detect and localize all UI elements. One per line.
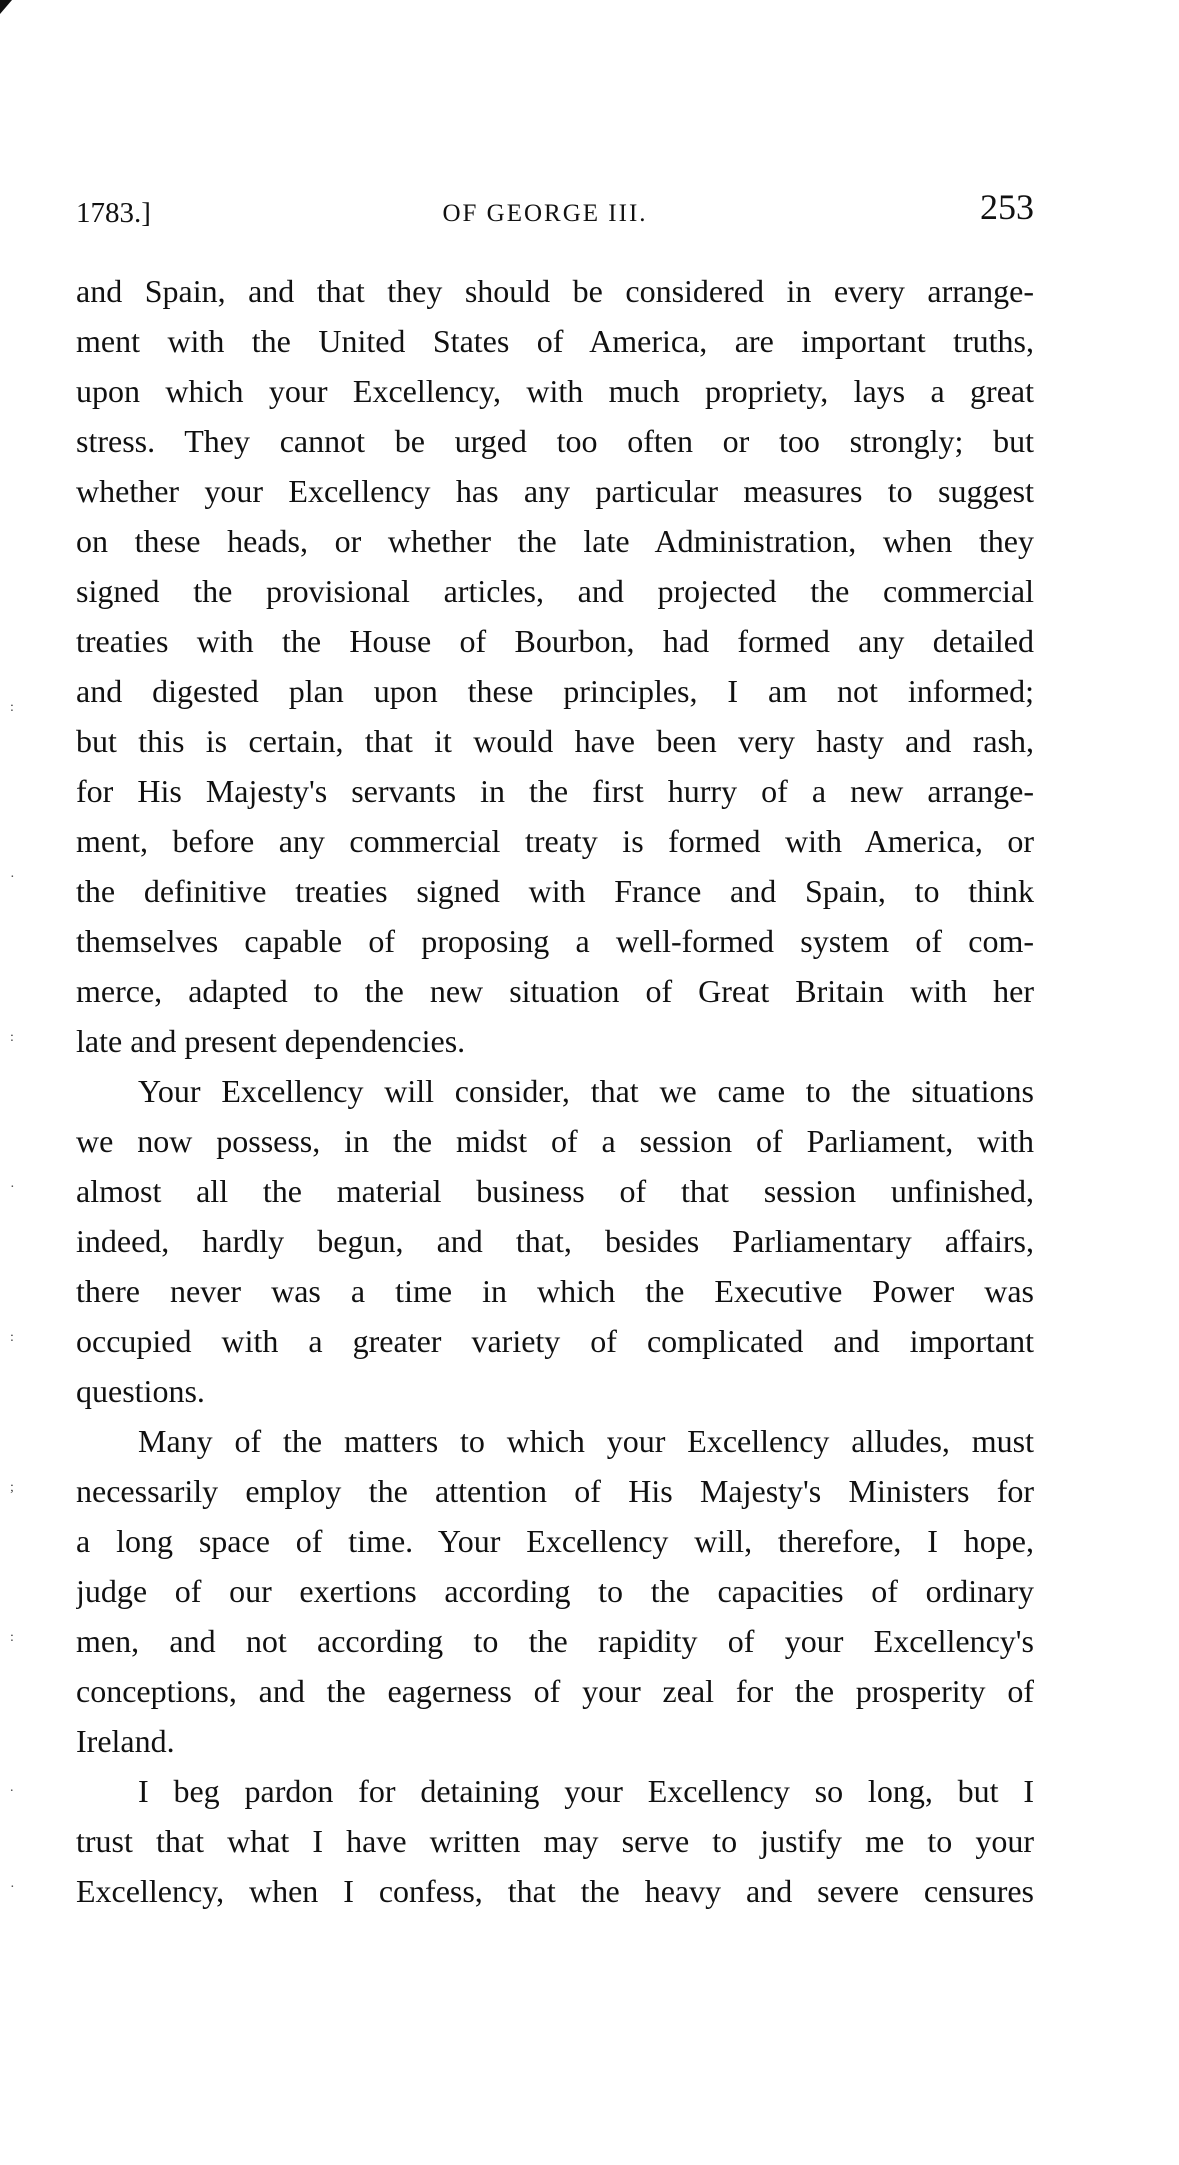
text-line: almost all the material business of that session unfinished, (76, 1173, 1034, 1209)
margin-speck: · (10, 1180, 15, 1195)
text-line: but this is certain, that it would have been very hasty and rash, (76, 723, 1034, 759)
text-line: for His Majesty's servants in the first hurry of a new arrange- (76, 773, 1034, 809)
text-line: ment, before any commercial treaty is formed with America, or (76, 823, 1034, 859)
margin-speck: · (10, 870, 15, 885)
text-line: judge of our exertions according to the capacities of ordinary (76, 1573, 1034, 1609)
text-line: I beg pardon for detaining your Excellency so long, but I (138, 1773, 1034, 1809)
text-line: there never was a time in which the Executive Power was (76, 1273, 1034, 1309)
text-line: whether your Excellency has any particular measures to suggest (76, 473, 1034, 509)
page-corner-mark (0, 0, 12, 14)
text-line: men, and not according to the rapidity of your Excellency's (76, 1623, 1034, 1659)
text-line: and Spain, and that they should be considered in every arrange- (76, 273, 1034, 309)
margin-speck: ; (10, 1480, 14, 1495)
text-line: we now possess, in the midst of a session of Parliament, with (76, 1123, 1034, 1159)
text-line: trust that what I have written may serve to justify me to your (76, 1823, 1034, 1859)
text-line: late and present dependencies. (76, 1023, 466, 1059)
margin-speck: : (10, 1030, 14, 1045)
margin-speck: : (10, 1330, 14, 1345)
text-line: treaties with the House of Bourbon, had formed any detailed (76, 623, 1034, 659)
text-line: Your Excellency will consider, that we came to the situations (138, 1073, 1034, 1109)
text-line: conceptions, and the eagerness of your zeal for the prosperity of (76, 1673, 1034, 1709)
text-line: indeed, hardly begun, and that, besides Parliamentary affairs, (76, 1223, 1034, 1259)
page-number: 253 (980, 187, 1034, 227)
text-line: Many of the matters to which your Excellency alludes, must (138, 1423, 1034, 1459)
header-year: 1783.] (76, 197, 151, 229)
text-line: ment with the United States of America, are important truths, (76, 323, 1034, 359)
text-line: and digested plan upon these principles, I am not informed; (76, 673, 1034, 709)
text-line: a long space of time. Your Excellency will, therefore, I hope, (76, 1523, 1034, 1559)
text-line: on these heads, or whether the late Administration, when they (76, 523, 1034, 559)
text-line: themselves capable of proposing a well-formed system of com- (76, 923, 1034, 959)
margin-speck: · (10, 1880, 15, 1895)
running-title: OF GEORGE III. (442, 200, 648, 227)
text-line: occupied with a greater variety of complicated and important (76, 1323, 1034, 1359)
text-line: Excellency, when I confess, that the heavy and severe censures (76, 1873, 1034, 1909)
body-text (76, 266, 1034, 1916)
margin-speck: : (10, 700, 14, 715)
text-line: merce, adapted to the new situation of Great Britain with her (76, 973, 1034, 1009)
text-line: the definitive treaties signed with France and Spain, to think (76, 873, 1034, 909)
running-header (76, 188, 1034, 232)
text-line: signed the provisional articles, and projected the commercial (76, 573, 1034, 609)
text-line: upon which your Excellency, with much propriety, lays a great (76, 373, 1034, 409)
margin-speck: . (10, 1780, 14, 1795)
text-line: stress. They cannot be urged too often or too strongly; but (76, 423, 1034, 459)
text-line: Ireland. (76, 1723, 175, 1759)
margin-speck: : (10, 1630, 14, 1645)
text-line: necessarily employ the attention of His Majesty's Ministers for (76, 1473, 1034, 1509)
text-line: questions. (76, 1373, 205, 1409)
